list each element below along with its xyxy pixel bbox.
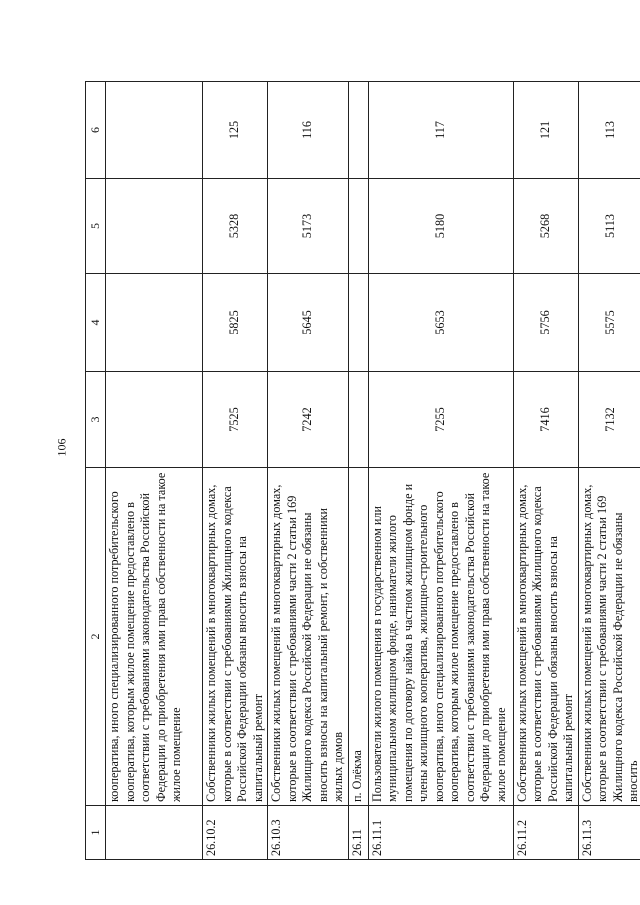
- section-code: 26.11: [348, 806, 368, 860]
- row-description: кооператива, иного специализированного потребительского кооператива, которым жилое помещение предоставлено в соответствии с требованиями законодательства Российской Федерации до приобретения ими права собственности на такое жилое помещение: [106, 468, 203, 806]
- row-value-col3: 7242: [268, 372, 349, 468]
- row-value-col4: [106, 274, 203, 372]
- tariff-table: [85, 81, 640, 860]
- row-value-col5: [348, 179, 368, 274]
- row-value-col6: 116: [268, 82, 349, 179]
- table-row: [268, 82, 349, 860]
- row-code: [106, 806, 203, 860]
- row-description: Собственники жилых помещений в многоквартирных домах, которые в соответствии с требованиями части 2 статьи 169 Жилищного кодекса Российской Федерации не обязаны вносить: [578, 468, 640, 806]
- row-value-col4: 5653: [368, 274, 513, 372]
- row-value-col6: [106, 82, 203, 179]
- row-value-col4: 5756: [513, 274, 578, 372]
- row-value-col4: 5825: [203, 274, 268, 372]
- row-code: 26.10.2: [203, 806, 268, 860]
- tariff-table-container: [85, 82, 640, 860]
- row-code: 26.11.2: [513, 806, 578, 860]
- row-value-col6: [348, 82, 368, 179]
- row-value-col5: [106, 179, 203, 274]
- header-col-3: 3: [86, 372, 106, 468]
- table-row: [368, 82, 513, 860]
- header-col-1: 1: [86, 806, 106, 860]
- row-description: Собственники жилых помещений в многоквартирных домах, которые в соответствии с требованиями Жилищного кодекса Российской Федерации обязаны вносить взносы на капитальный ремонт: [203, 468, 268, 806]
- row-value-col4: 5645: [268, 274, 349, 372]
- row-value-col6: 117: [368, 82, 513, 179]
- header-row: [86, 82, 106, 860]
- row-value-col4: 5575: [578, 274, 640, 372]
- table-row: [203, 82, 268, 860]
- row-value-col5: 5180: [368, 179, 513, 274]
- row-value-col5: 5268: [513, 179, 578, 274]
- row-value-col5: 5328: [203, 179, 268, 274]
- row-value-col6: 125: [203, 82, 268, 179]
- row-value-col4: [348, 274, 368, 372]
- header-col-6: 6: [86, 82, 106, 179]
- table-row: [578, 82, 640, 860]
- row-value-col5: 5173: [268, 179, 349, 274]
- row-value-col3: 7525: [203, 372, 268, 468]
- row-value-col3: 7132: [578, 372, 640, 468]
- row-value-col6: 113: [578, 82, 640, 179]
- header-col-4: 4: [86, 274, 106, 372]
- row-description: Собственники жилых помещений в многоквартирных домах, которые в соответствии с требованиями Жилищного кодекса Российской Федерации обязаны вносить взносы на капитальный ремонт: [513, 468, 578, 806]
- page-number: 106: [54, 438, 69, 457]
- table-row: [106, 82, 203, 860]
- section-title: п. Олёкма: [348, 468, 368, 806]
- section-row: [348, 82, 368, 860]
- row-description: Собственники жилых помещений в многоквартирных домах, которые в соответствии с требованиями части 2 статьи 169 Жилищного кодекса Российской Федерации не обязаны вносить взносы на капитальный ремонт, и собственники жилых домов: [268, 468, 349, 806]
- row-value-col5: 5113: [578, 179, 640, 274]
- row-value-col3: 7255: [368, 372, 513, 468]
- header-col-2: 2: [86, 468, 106, 806]
- row-code: 26.10.3: [268, 806, 349, 860]
- row-value-col3: 7416: [513, 372, 578, 468]
- row-value-col3: [348, 372, 368, 468]
- header-col-5: 5: [86, 179, 106, 274]
- row-value-col3: [106, 372, 203, 468]
- row-code: 26.11.3: [578, 806, 640, 860]
- row-value-col6: 121: [513, 82, 578, 179]
- table-row: [513, 82, 578, 860]
- row-code: 26.11.1: [368, 806, 513, 860]
- row-description: Пользователи жилого помещения в государственном или муниципальном жилищном фонде, наниматели жилого помещения по договору найма в частном жилищном фонде и члены жилищного кооператива, жилищно-строительного кооператива, иного специализированного потребительского кооператива, которым жилое помещение предоставлено в соответствии с требованиями законодательства Российской Федерации до приобретения ими права собственности на такое жилое помещение: [368, 468, 513, 806]
